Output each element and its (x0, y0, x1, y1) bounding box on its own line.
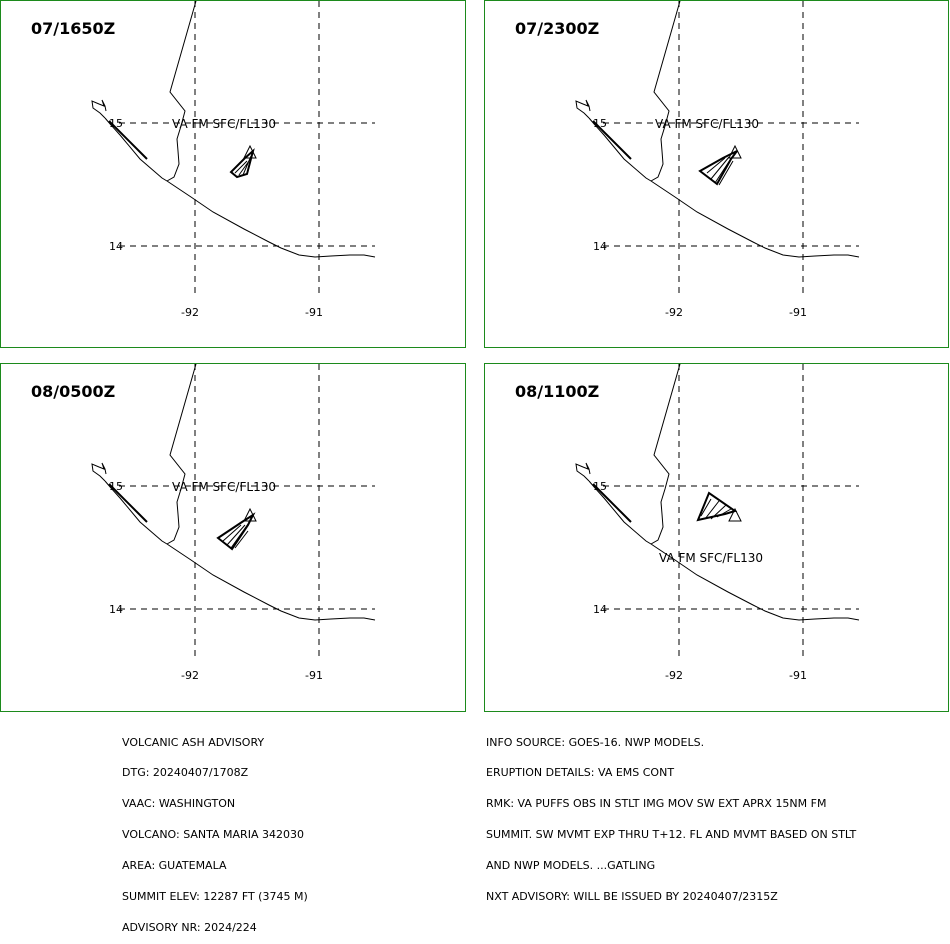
advisory-details (486, 717, 856, 913)
coastline-inlet (576, 100, 590, 118)
advisory-line: VOLCANIC ASH ADVISORY (122, 735, 265, 749)
map-canvas (485, 1, 950, 349)
detail-line: NXT ADVISORY: WILL BE ISSUED BY 20240407/2315Z (486, 890, 778, 904)
advisory-line: ADVISORY NR: 2024/224 (122, 920, 257, 934)
ash-layer-label: VA FM SFC/FL130 (655, 117, 759, 131)
ash-layer-label: VA FM SFC/FL130 (172, 117, 276, 131)
map-panel-4 (484, 363, 949, 712)
coastline-path (589, 364, 859, 620)
ash-outline (700, 151, 737, 184)
ash-polygon (700, 151, 737, 185)
lon-label: -91 (305, 306, 323, 319)
lon-label: -92 (181, 306, 199, 319)
map-canvas (485, 364, 950, 713)
map-panel-2 (484, 0, 949, 348)
ash-polygon (698, 493, 735, 520)
coastline-inlet (576, 463, 590, 481)
ash-outline (231, 151, 253, 177)
map-panel-3 (0, 363, 466, 712)
lon-label: -91 (789, 669, 807, 682)
lon-label: -92 (665, 669, 683, 682)
detail-line: INFO SOURCE: GOES-16. NWP MODELS. (486, 735, 705, 749)
valid-time: 07/1650Z (31, 19, 116, 38)
ash-hatch (707, 157, 733, 185)
valid-time: 08/0500Z (31, 382, 116, 401)
lon-label: -91 (789, 306, 807, 319)
lat-label: 14 (593, 240, 607, 253)
coastline-inlet (92, 463, 106, 481)
coastline (576, 364, 859, 620)
ash-polygon (231, 151, 253, 177)
detail-line: RMK: VA PUFFS OBS IN STLT IMG MOV SW EXT APRX 15NM FM (486, 797, 827, 811)
lat-label: 14 (109, 240, 123, 253)
coastline-inlet (92, 100, 106, 118)
lat-label: 15 (593, 480, 607, 493)
advisory-line: SUMMIT ELEV: 12287 FT (3745 M) (122, 890, 308, 904)
map-canvas (1, 1, 467, 349)
lon-label: -92 (181, 669, 199, 682)
valid-time: 08/1100Z (515, 382, 600, 401)
ash-layer-label: VA FM SFC/FL130 (172, 480, 276, 494)
detail-line: SUMMIT. SW MVMT EXP THRU T+12. FL AND MVMT BASED ON STLT (486, 828, 857, 842)
detail-line: AND NWP MODELS. ...GATLING (486, 859, 656, 873)
map-panel-1 (0, 0, 466, 348)
grid-lines (593, 364, 859, 682)
detail-line: ERUPTION DETAILS: VA EMS CONT (486, 766, 675, 780)
lat-label: 15 (109, 117, 123, 130)
ash-outline (698, 493, 735, 520)
ash-layer-label: VA FM SFC/FL130 (659, 551, 763, 565)
advisory-line: VAAC: WASHINGTON (122, 797, 236, 811)
advisory-line: VOLCANO: SANTA MARIA 342030 (122, 828, 304, 842)
lat-label: 15 (593, 117, 607, 130)
lon-label: -91 (305, 669, 323, 682)
advisory-header (122, 717, 308, 944)
lat-label: 15 (109, 480, 123, 493)
lon-label: -92 (665, 306, 683, 319)
valid-time: 07/2300Z (515, 19, 600, 38)
advisory-line: AREA: GUATEMALA (122, 859, 227, 873)
map-canvas (1, 364, 467, 713)
ash-polygon (218, 515, 253, 549)
lat-label: 14 (109, 603, 123, 616)
advisory-line: DTG: 20240407/1708Z (122, 766, 249, 780)
lat-label: 14 (593, 603, 607, 616)
